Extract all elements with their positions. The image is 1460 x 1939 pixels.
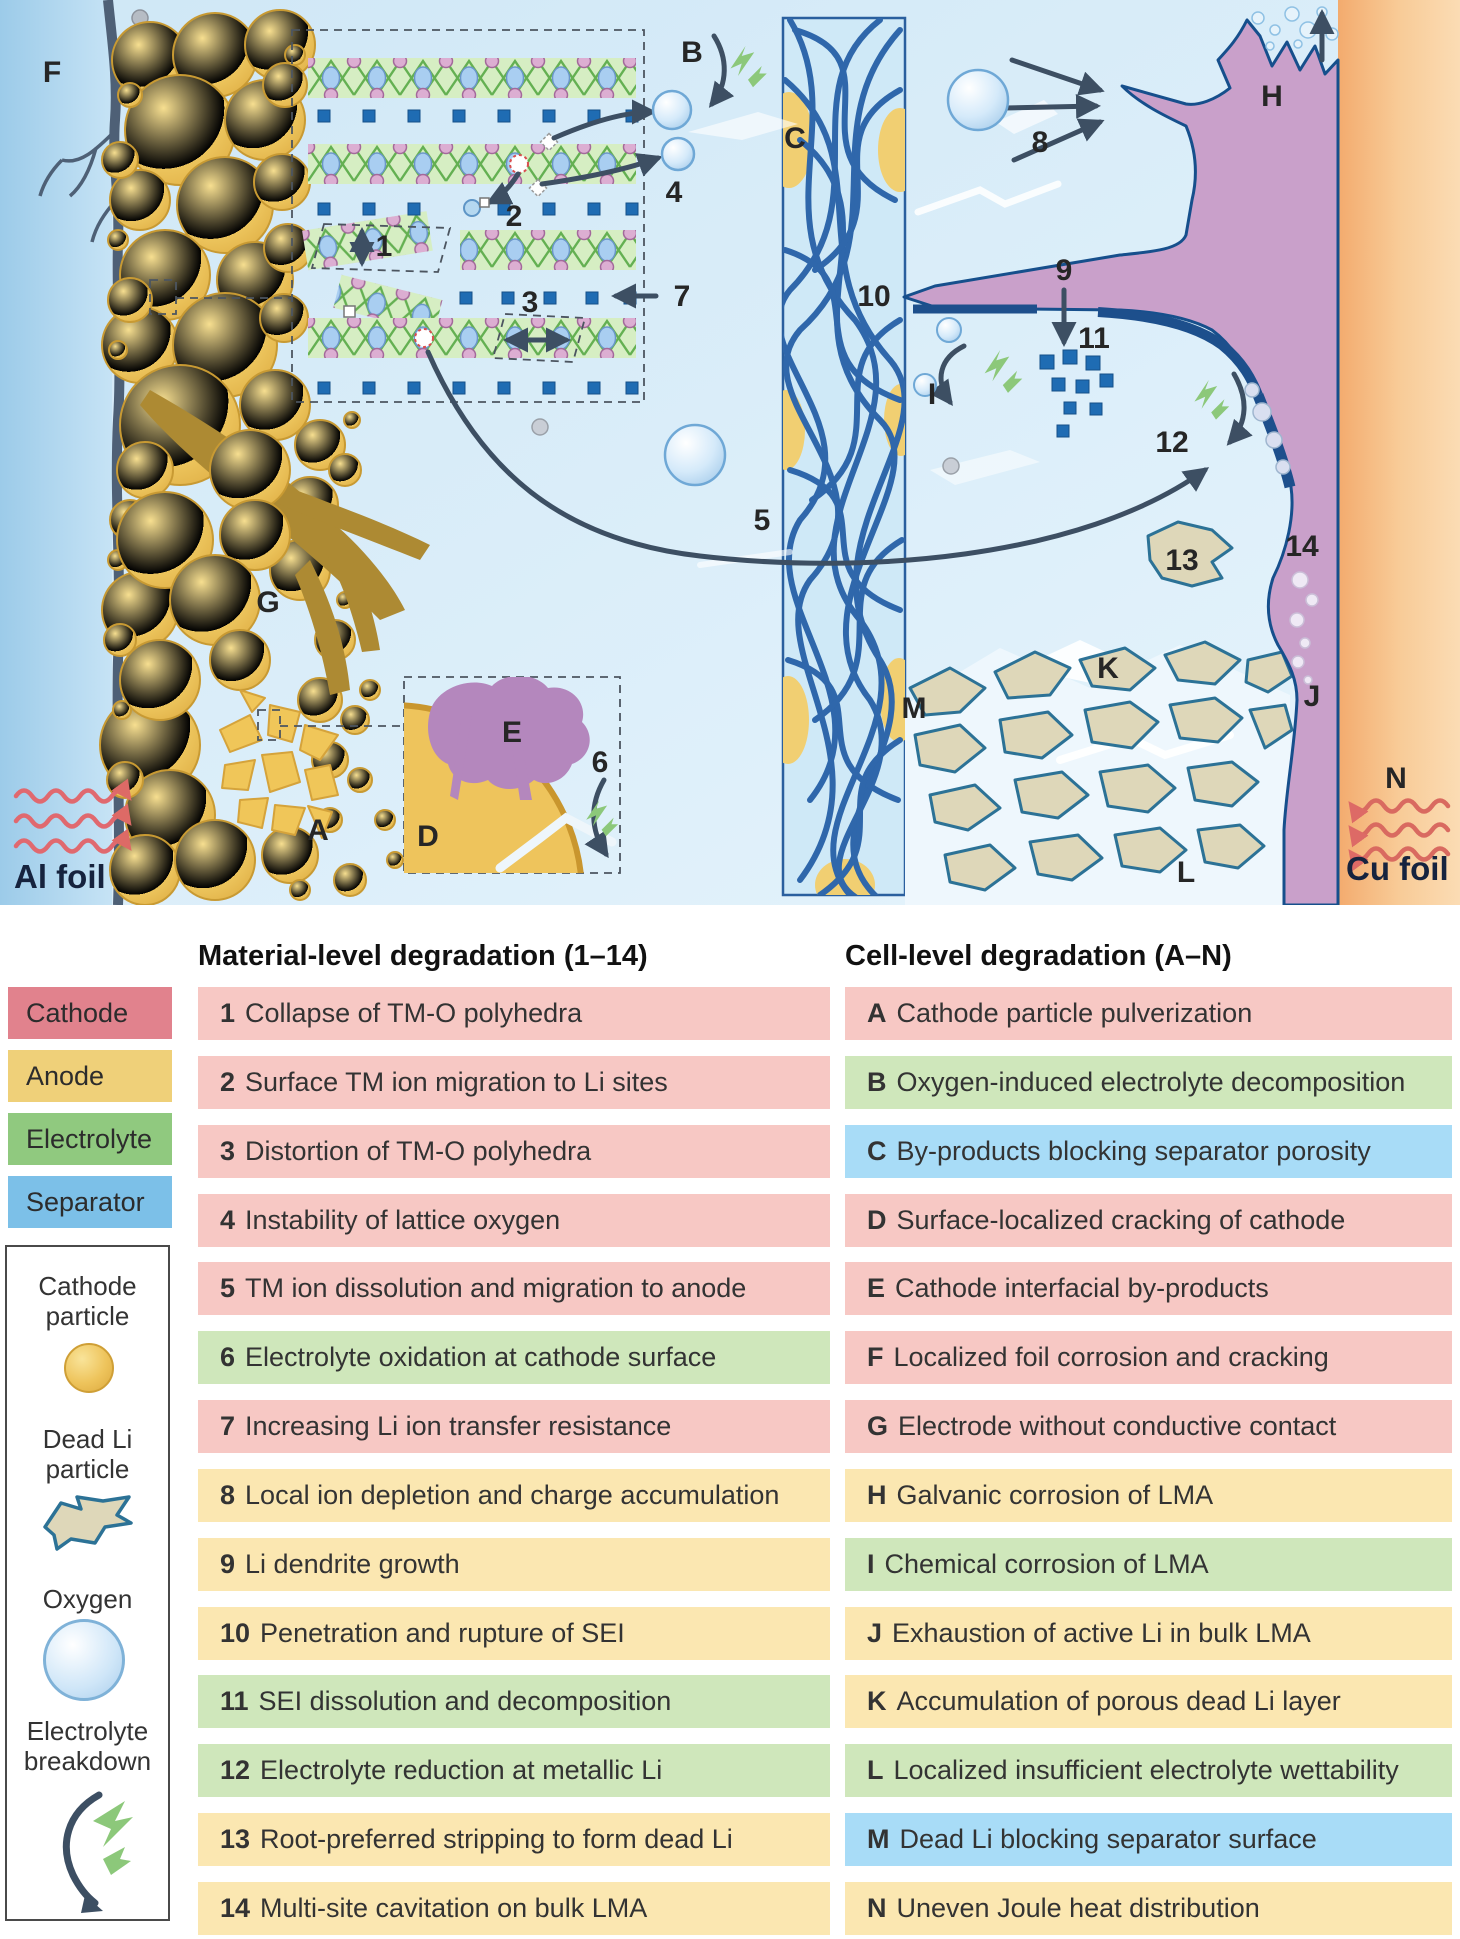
label-d: D bbox=[417, 820, 439, 853]
label-a: A bbox=[307, 814, 329, 847]
label-5: 5 bbox=[753, 504, 771, 537]
material-item-9: 9 Li dendrite growth bbox=[198, 1538, 830, 1591]
tm-o-layer-1 bbox=[308, 58, 636, 98]
label-9: 9 bbox=[1055, 254, 1073, 287]
label-1: 1 bbox=[375, 230, 393, 263]
cell-item-d: D Surface-localized cracking of cathode bbox=[845, 1194, 1452, 1247]
cell-item-i: I Chemical corrosion of LMA bbox=[845, 1538, 1452, 1591]
material-item-2: 2 Surface TM ion migration to Li sites bbox=[198, 1056, 830, 1109]
swatch-anode: Anode bbox=[8, 1050, 172, 1102]
material-column-header: Material-level degradation (1–14) bbox=[198, 940, 648, 972]
dead-li-particle-icon bbox=[39, 1489, 139, 1553]
material-item-7: 7 Increasing Li ion transfer resistance bbox=[198, 1400, 830, 1453]
cell-item-g: G Electrode without conductive contact bbox=[845, 1400, 1452, 1453]
label-3: 3 bbox=[521, 286, 539, 319]
material-item-6: 6 Electrolyte oxidation at cathode surface bbox=[198, 1331, 830, 1384]
material-item-14: 14 Multi-site cavitation on bulk LMA bbox=[198, 1882, 830, 1935]
label-2: 2 bbox=[505, 200, 523, 233]
symbol-key-box bbox=[5, 1245, 170, 1921]
key-cathode-particle-label: Cathode particle bbox=[38, 1271, 137, 1331]
cell-item-n: N Uneven Joule heat distribution bbox=[845, 1882, 1452, 1935]
label-11: 11 bbox=[1078, 322, 1110, 355]
key-dead-li-label: Dead Li particle bbox=[42, 1424, 133, 1484]
cell-item-k: K Accumulation of porous dead Li layer bbox=[845, 1675, 1452, 1728]
label-14: 14 bbox=[1285, 530, 1319, 563]
material-item-5: 5 TM ion dissolution and migration to anode bbox=[198, 1262, 830, 1315]
li-site-cube-icon bbox=[480, 198, 489, 207]
cell-item-l: L Localized insufficient electrolyte wettability bbox=[845, 1744, 1452, 1797]
key-oxygen-label: Oxygen bbox=[42, 1584, 133, 1614]
cell-item-a: A Cathode particle pulverization bbox=[845, 987, 1452, 1040]
cell-item-h: H Galvanic corrosion of LMA bbox=[845, 1469, 1452, 1522]
label-e: E bbox=[501, 716, 523, 749]
cell-item-j: J Exhaustion of active Li in bulk LMA bbox=[845, 1607, 1452, 1660]
material-item-11: 11 SEI dissolution and decomposition bbox=[198, 1675, 830, 1728]
material-item-8: 8 Local ion depletion and charge accumulation bbox=[198, 1469, 830, 1522]
swatch-cathode: Cathode bbox=[8, 987, 172, 1039]
label-6: 6 bbox=[591, 746, 609, 779]
cell-item-m: M Dead Li blocking separator surface bbox=[845, 1813, 1452, 1866]
label-b: B bbox=[681, 36, 703, 69]
label-10: 10 bbox=[857, 280, 891, 313]
oxygen-bubble bbox=[948, 70, 1008, 130]
label-12: 12 bbox=[1155, 426, 1189, 459]
label-4: 4 bbox=[665, 176, 683, 209]
material-item-10: 10 Penetration and rupture of SEI bbox=[198, 1607, 830, 1660]
material-item-13: 13 Root-preferred stripping to form dead Li bbox=[198, 1813, 830, 1866]
migrated-tm-ion-icon bbox=[464, 200, 480, 216]
cell-item-e: E Cathode interfacial by-products bbox=[845, 1262, 1452, 1315]
label-i: I bbox=[927, 378, 937, 411]
label-m: M bbox=[901, 692, 927, 725]
label-h: H bbox=[1261, 80, 1283, 113]
label-c: C bbox=[784, 122, 806, 155]
cathode-particle-icon bbox=[64, 1343, 114, 1393]
label-n: N bbox=[1385, 762, 1407, 795]
label-13: 13 bbox=[1165, 544, 1199, 577]
label-l: L bbox=[1176, 856, 1196, 889]
battery-degradation-illustration bbox=[0, 0, 1460, 905]
tm-dissolving-icon bbox=[415, 329, 433, 347]
cu-foil-label: Cu foil bbox=[1346, 850, 1449, 887]
cell-item-f: F Localized foil corrosion and cracking bbox=[845, 1331, 1452, 1384]
label-f: F bbox=[42, 56, 62, 89]
swatch-separator: Separator bbox=[8, 1176, 172, 1228]
li-site-cube-icon bbox=[344, 306, 355, 317]
tm-o-layer-3 bbox=[460, 230, 636, 270]
label-k: K bbox=[1097, 652, 1119, 685]
material-item-1: 1 Collapse of TM-O polyhedra bbox=[198, 987, 830, 1040]
tm-o-layer-4 bbox=[308, 318, 636, 358]
al-foil-label: Al foil bbox=[14, 858, 106, 895]
label-7: 7 bbox=[673, 280, 691, 313]
cell-column-header: Cell-level degradation (A–N) bbox=[845, 940, 1232, 972]
material-item-12: 12 Electrolyte reduction at metallic Li bbox=[198, 1744, 830, 1797]
legend-panel bbox=[0, 905, 1460, 1939]
key-breakdown-label: Electrolyte breakdown bbox=[23, 1716, 152, 1776]
cell-item-b: B Oxygen-induced electrolyte decomposition bbox=[845, 1056, 1452, 1109]
oxygen-icon bbox=[43, 1619, 125, 1701]
label-g: G bbox=[256, 586, 280, 619]
material-item-4: 4 Instability of lattice oxygen bbox=[198, 1194, 830, 1247]
label-j: J bbox=[1303, 680, 1321, 713]
tm-vacancy-icon bbox=[510, 155, 528, 173]
label-8: 8 bbox=[1031, 126, 1049, 159]
swatch-electrolyte: Electrolyte bbox=[8, 1113, 172, 1165]
electrolyte-breakdown-icon bbox=[33, 1787, 143, 1917]
material-item-3: 3 Distortion of TM-O polyhedra bbox=[198, 1125, 830, 1178]
cell-item-c: C By-products blocking separator porosity bbox=[845, 1125, 1452, 1178]
